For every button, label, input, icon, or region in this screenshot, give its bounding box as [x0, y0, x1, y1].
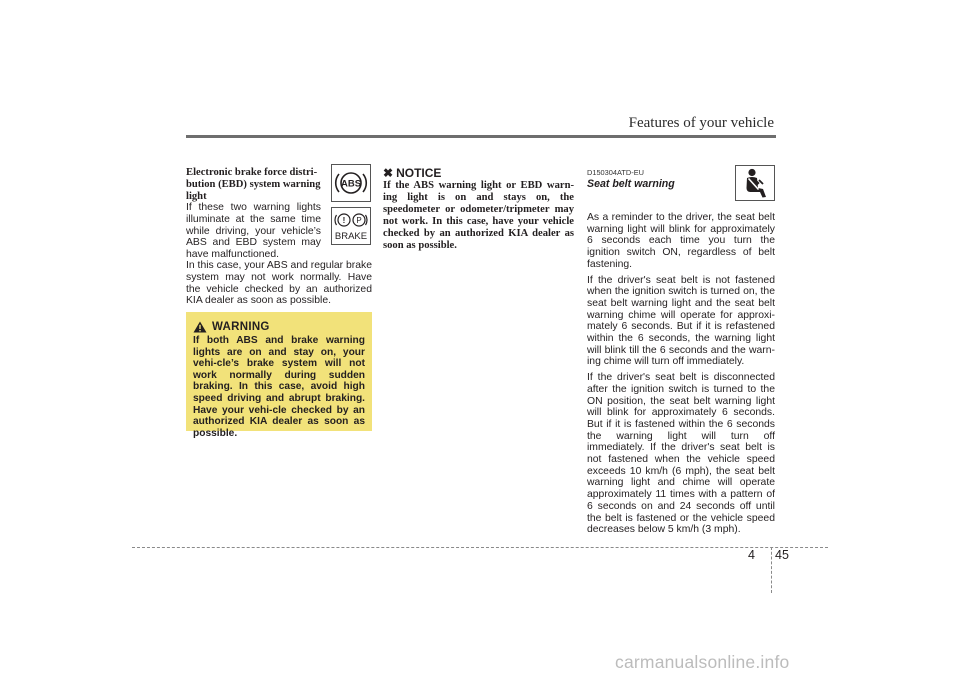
page-header-title: Features of your vehicle: [628, 115, 774, 131]
brake-icon-p: P: [356, 216, 362, 225]
warning-heading-text: WARNING: [212, 321, 270, 333]
notice-body: If the ABS warning light or EBD warn-ing light is on and stays on, the speedometer or odometer/tripmeter may not work. In this case, have your vehicle checked by an authorized KIA dealer as soon as possible.: [383, 180, 574, 251]
seat-belt-paragraph: If the driver's seat belt is not fastened when the ignition switch is turned on, the seat belt warning light and the seat belt warning chime will operate for approxi-mately 6 seconds. But if it is refastened within the 6 seconds, the warning light will blink till the 6 seconds and the warn-ing chime will turn off immediately.: [587, 274, 775, 368]
page-number-separator: [771, 547, 772, 593]
header-rule: [186, 135, 776, 138]
section-code: D150304ATD-EU: [587, 168, 644, 177]
brake-icon-exclamation: !: [342, 216, 346, 225]
seat-belt-warning-icon: [735, 165, 775, 201]
ebd-paragraph-1: If these two warning lights illuminate at the same time while driving, your vehicle’s ABS and EBD system may have malfunctioned.: [186, 202, 321, 261]
footer-rule: [132, 547, 828, 548]
warning-heading: [193, 321, 365, 333]
warning-body: If both ABS and brake warning lights are on and stay on, your vehi-cle’s brake system will not work normally during sudden braking. In this case, avoid high speed driving and abrupt braking. Have your vehi-cle checked by an authorized KIA dealer as soon as possible.: [193, 335, 365, 439]
seat-belt-title: Seat belt warning: [587, 178, 675, 190]
notice-heading-text: NOTICE: [396, 166, 442, 180]
warning-triangle-icon: [193, 321, 207, 333]
notice-cross-icon: ✖: [383, 166, 394, 180]
brake-icon-label: BRAKE: [334, 231, 368, 242]
abs-icon-label: ABS: [340, 178, 362, 190]
seat-belt-text: [587, 212, 775, 540]
brake-warning-icon: [331, 207, 371, 245]
abs-warning-icon: [331, 164, 371, 202]
notice-heading: [383, 166, 441, 180]
chapter-number: 4: [748, 548, 755, 562]
ebd-paragraph-2: In this case, your ABS and regular brake system may not work normally. Have the vehicle checked by an authorized KIA dealer as soon as possible.: [186, 260, 372, 307]
page-number: 45: [775, 548, 789, 562]
warning-box: [186, 312, 372, 439]
ebd-section-title: Electronic brake force distri- bution (EBD) system warning light: [186, 167, 321, 202]
seat-belt-paragraph: If the driver's seat belt is disconnected after the ignition switch is turned to the ON position, the seat belt warning light will blink for approximately 6 seconds. But if it is fastened within the 6 seconds the warning light will turn off immediately. If the driver's seat belt is not fastened when the vehicle speed exceeds 10 km/h (6 mph), the seat belt warning light and chime will operate approximately 11 times with a pattern of 6 seconds on and 24 seconds off until the belt is fastened or the vehicle speed decreases below 5 km/h (3 mph).: [587, 372, 775, 536]
seat-belt-paragraph: As a reminder to the driver, the seat belt warning light will blink for approximately 6 seconds each time you turn the ignition switch ON, regardless of belt fastening.: [587, 212, 775, 270]
watermark: carmanualsonline.info: [615, 652, 790, 672]
